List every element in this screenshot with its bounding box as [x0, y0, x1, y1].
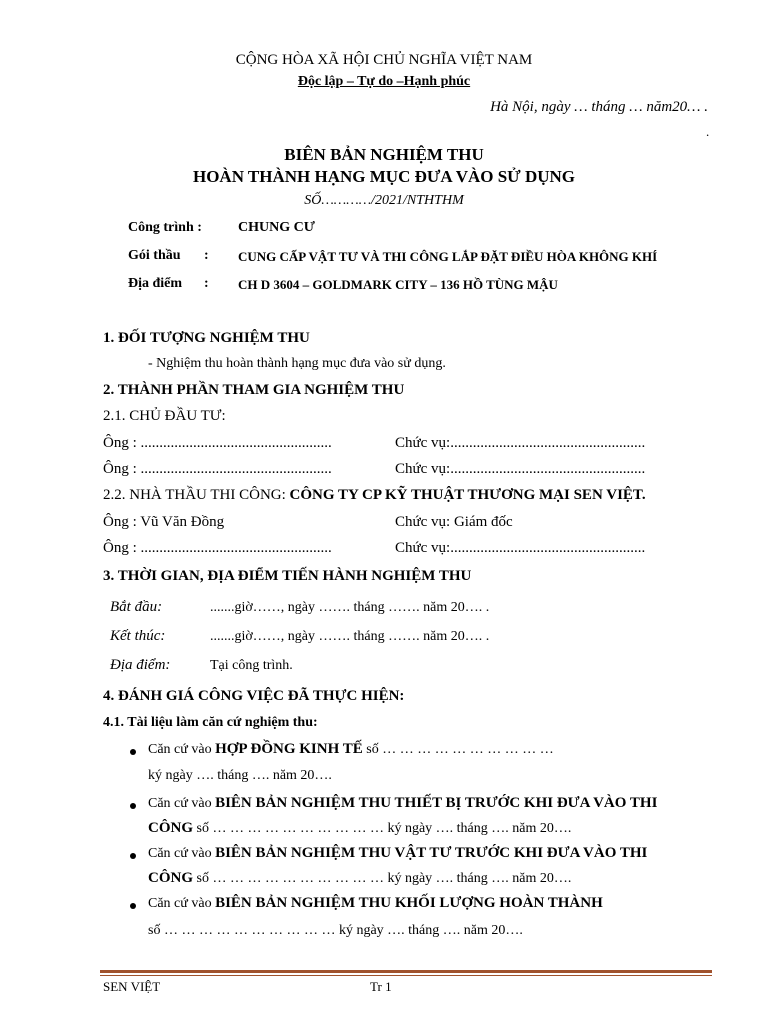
doc-title-1: BIÊN BẢN NGHIỆM THU: [284, 145, 484, 164]
contractor-label: 2.2. NHÀ THẦU THI CÔNG:: [103, 487, 290, 503]
contractor-company: CÔNG TY CP KỸ THUẬT THƯƠNG MẠI SEN VIỆT.: [289, 487, 646, 503]
footer-company: SEN VIỆT: [103, 979, 161, 994]
section4-sub1: 4.1. Tài liệu làm căn cứ nghiệm thu:: [103, 715, 318, 730]
basis-1-pre: Căn cứ vào: [148, 742, 216, 757]
end-label: Kết thúc:: [110, 628, 166, 644]
bullet-icon: [130, 853, 136, 859]
basis-3-line2: [148, 870, 571, 887]
investor-position-2: Chức vụ:....................................................: [395, 461, 646, 477]
basis-4-pre: Căn cứ vào: [148, 896, 216, 911]
section4-heading: 4. ĐÁNH GIÁ CÔNG VIỆC ĐÃ THỰC HIỆN:: [103, 688, 405, 704]
bullet-icon: [130, 803, 136, 809]
section2-sub1: 2.1. CHỦ ĐẦU TƯ:: [103, 408, 226, 424]
basis-3-post: số … … … … … … … … … … ký ngày …. tháng …. năm 20….: [193, 871, 572, 886]
info-label-location: Địa điểm: [128, 276, 183, 291]
info-value-project: CHUNG CƯ: [238, 220, 315, 235]
section3-heading: 3. THỜI GIAN, ĐỊA ĐIỂM TIẾN HÀNH NGHIỆM THU: [103, 568, 472, 584]
basis-2-pre: Căn cứ vào: [148, 796, 216, 811]
place-value: Tại công trình.: [210, 658, 293, 673]
section2-sub2: [103, 487, 646, 504]
stray-dot: .: [706, 124, 710, 139]
basis-item-1: [148, 741, 554, 758]
basis-item-4: [148, 895, 603, 912]
section1-text: - Nghiệm thu hoàn thành hạng mục đưa vào sử dụng.: [148, 356, 446, 371]
footer-rule: [100, 970, 712, 973]
basis-1-line2: ký ngày …. tháng …. năm 20….: [148, 768, 332, 783]
place-label: Địa điểm:: [110, 657, 171, 673]
basis-2-doc: BIÊN BẢN NGHIỆM THU THIẾT BỊ TRƯỚC KHI ĐƯA VÀO THI: [215, 795, 658, 811]
end-value: .......giờ……, ngày ……. tháng ……. năm 20…. .: [210, 629, 490, 644]
date-line: Hà Nội, ngày … tháng … năm20… .: [490, 99, 708, 115]
basis-2-line2: [148, 820, 571, 837]
start-value: .......giờ……, ngày ……. tháng ……. năm 20…. .: [210, 600, 490, 615]
info-value-package: CUNG CẤP VẬT TƯ VÀ THI CÔNG LẮP ĐẶT ĐIỀU HÒA KHÔNG KHÍ: [238, 249, 658, 264]
basis-item-2: [148, 795, 657, 812]
basis-2-doc-cont: CÔNG: [148, 820, 193, 836]
investor-name-2: Ông : ...................................................: [103, 461, 332, 477]
info-colon-package: :: [204, 248, 209, 263]
basis-3-doc-cont: CÔNG: [148, 870, 193, 886]
contractor-name-1: Ông : Vũ Văn Đồng: [103, 514, 225, 530]
section1-heading: 1. ĐỐI TƯỢNG NGHIỆM THU: [103, 330, 310, 346]
info-label-package: Gói thầu: [128, 248, 181, 263]
basis-item-3: [148, 845, 647, 862]
basis-3-doc: BIÊN BẢN NGHIỆM THU VẬT TƯ TRƯỚC KHI ĐƯA VÀO THI: [215, 845, 648, 861]
info-label-project: Công trình :: [128, 220, 202, 235]
nation-title: CỘNG HÒA XÃ HỘI CHỦ NGHĨA VIỆT NAM: [235, 52, 533, 68]
contractor-position-2: Chức vụ:....................................................: [395, 540, 646, 556]
basis-1-post: số … … … … … … … … … …: [362, 742, 554, 757]
basis-4-doc: BIÊN BẢN NGHIỆM THU KHỐI LƯỢNG HOÀN THÀNH: [215, 895, 603, 911]
investor-name-1: Ông : ...................................................: [103, 435, 332, 451]
doc-title-2: HOÀN THÀNH HẠNG MỤC ĐƯA VÀO SỬ DỤNG: [192, 167, 576, 186]
footer-page: Tr 1: [370, 979, 392, 994]
doc-number: SỐ…………/2021/NTHTHM: [304, 193, 464, 208]
basis-1-doc: HỢP ĐỒNG KINH TẾ: [215, 741, 363, 757]
contractor-position-1: Chức vụ: Giám đốc: [395, 514, 513, 530]
basis-3-pre: Căn cứ vào: [148, 846, 216, 861]
section2-heading: 2. THÀNH PHẦN THAM GIA NGHIỆM THU: [103, 382, 405, 398]
start-label: Bắt đầu:: [110, 599, 163, 615]
bullet-icon: [130, 903, 136, 909]
info-value-location: CH D 3604 – GOLDMARK CITY – 136 HỒ TÙNG MẬU: [238, 277, 558, 292]
footer-rule-thin: [100, 975, 712, 976]
contractor-name-2: Ông : ...................................................: [103, 540, 332, 556]
info-colon-location: :: [204, 276, 209, 291]
basis-2-post: số … … … … … … … … … … ký ngày …. tháng …. năm 20….: [193, 821, 572, 836]
investor-position-1: Chức vụ:....................................................: [395, 435, 646, 451]
bullet-icon: [130, 749, 136, 755]
basis-4-line2: số … … … … … … … … … … ký ngày …. tháng …. năm 20….: [148, 923, 523, 938]
motto: Độc lập – Tự do –Hạnh phúc: [297, 74, 471, 89]
